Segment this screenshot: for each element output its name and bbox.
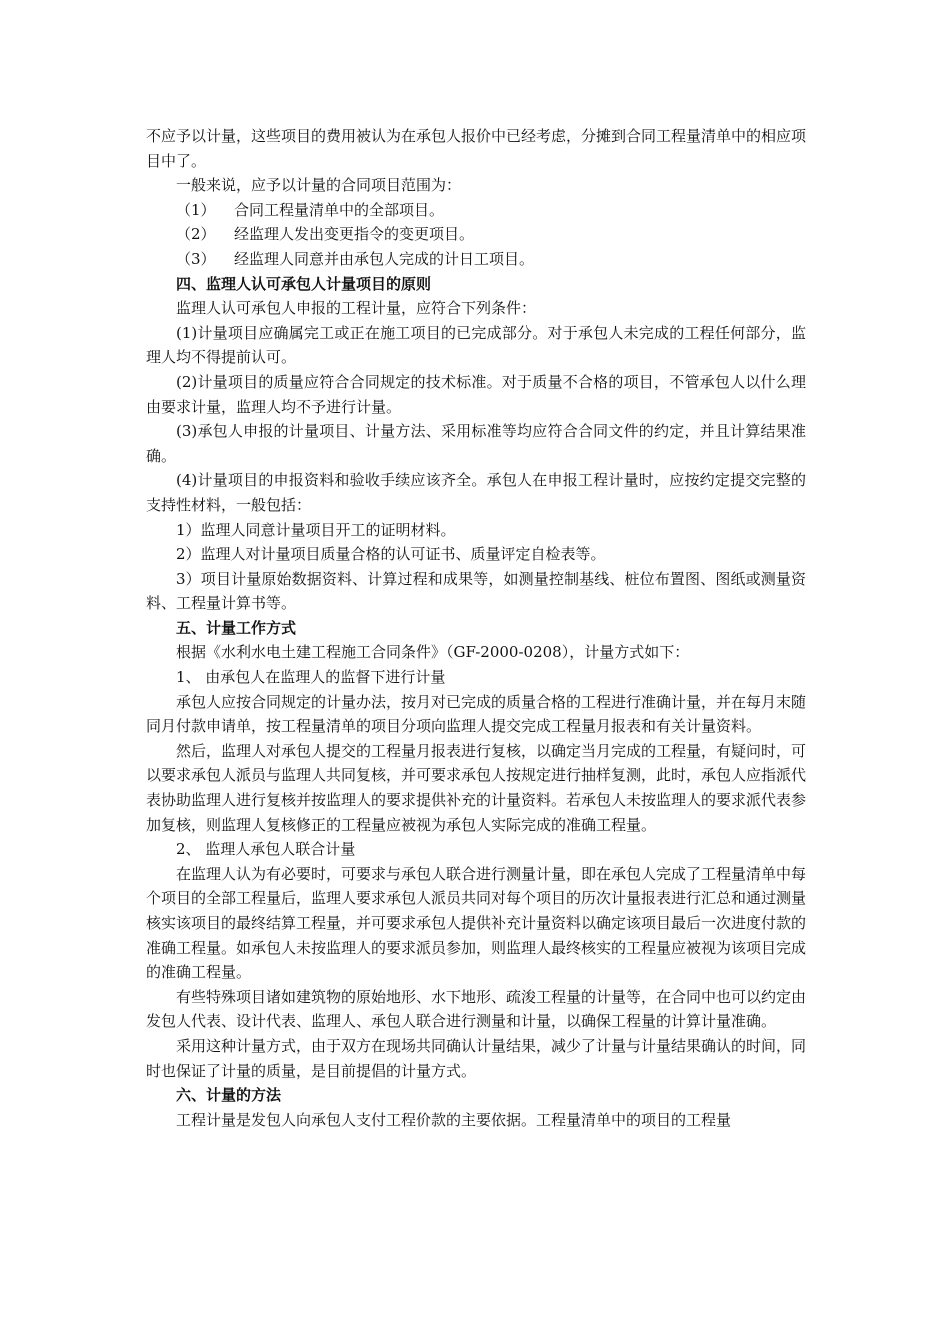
paragraph: 1）监理人同意计量项目开工的证明材料。 — [176, 520, 456, 539]
paragraph: 采用这种计量方式，由于双方在现场共同确认计量结果，减少了计量与计量结果确认的时间，同时也保证了计量的质量，是目前提倡的计量方式。 — [146, 1036, 807, 1080]
list-item-number: （1） — [176, 200, 216, 219]
paragraph: 工程计量是发包人向承包人支付工程价款的主要依据。工程量清单中的项目的工程量 — [176, 1110, 732, 1129]
paragraph: 然后，监理人对承包人提交的工程量月报表进行复核，以确定当月完成的工程量，有疑问时，可以要求承包人派员与监理人共同复核，并可要求承包人按规定进行抽样复测，此时，承包人应指派代表协助监理人进行复核并按监理人的要求提供补充的计量资料。若承包人未按监理人的要求派代表参加复核，则监理人复核修正的工程量应被视为承包人实际完成的准确工程量。 — [146, 741, 807, 834]
list-item — [146, 222, 806, 247]
list-item — [146, 198, 806, 223]
paragraph: 2）监理人对计量项目质量合格的认可证书、质量评定自检表等。 — [176, 545, 606, 564]
paragraph: 不应予以计量，这些项目的费用被认为在承包人报价中已经考虑，分摊到合同工程量清单中的相应项目中了。 — [146, 127, 807, 170]
section-heading: 六、计量的方法 — [176, 1086, 282, 1105]
list-item-number: （2） — [176, 225, 216, 244]
paragraph: 承包人应按合同规定的计量办法，按月对已完成的质量合格的工程进行准确计量，并在每月末随同月付款申请单，按工程量清单的项目分项向监理人提交完成工程量月报表和有关计量资料。 — [146, 692, 807, 736]
list-item-number: （3） — [176, 249, 216, 268]
paragraph: 3）项目计量原始数据资料、计算过程和成果等，如测量控制基线、桩位布置图、图纸或测量资料、工程量计算书等。 — [146, 569, 806, 613]
list-item-text: 合同工程量清单中的全部项目。 — [234, 200, 445, 219]
section-heading: 五、计量工作方式 — [176, 618, 297, 637]
section-heading: 四、监理人认可承包人计量项目的原则 — [176, 274, 432, 293]
paragraph: 监理人认可承包人申报的工程计量，应符合下列条件： — [176, 299, 537, 318]
paragraph: 在监理人认为有必要时，可要求与承包人联合进行测量计量，即在承包人完成了工程量清单中每个项目的全部工程量后，监理人要求承包人派员共同对每个项目的历次计量报表进行汇总和通过测量核实该项目的最终结算工程量，并可要求承包人提供补充计量资料以确定该项目最后一次进度付款的准确工程量。如承包人未按监理人的要求派员参加，则监理人最终核实的工程量应被视为该项目完成的准确工程量。 — [146, 864, 807, 982]
paragraph: 根据《水利水电土建工程施工合同条件》（GF-2000-0208），计量方式如下： — [176, 643, 690, 662]
paragraph: 一般来说，应予以计量的合同项目范围为： — [176, 176, 462, 195]
paragraph: (1)计量项目应确属完工或正在施工项目的已完成部分。对于承包人未完成的工程任何部分，监理人均不得提前认可。 — [146, 323, 806, 367]
subsection-title: 2、 监理人承包人联合计量 — [176, 840, 356, 859]
paragraph: 有些特殊项目诸如建筑物的原始地形、水下地形、疏浚工程量的计量等，在合同中也可以约定由发包人代表、设计代表、监理人、承包人联合进行测量和计量，以确保工程量的计算计量准确。 — [146, 987, 807, 1031]
paragraph: (2)计量项目的质量应符合合同规定的技术标准。对于质量不合格的项目，不管承包人以什么理由要求计量，监理人均不予进行计量。 — [146, 372, 806, 416]
list-item-text: 经监理人发出变更指令的变更项目。 — [234, 225, 475, 244]
list-item-text: 经监理人同意并由承包人完成的计日工项目。 — [234, 249, 535, 268]
paragraph: (4)计量项目的申报资料和验收手续应该齐全。承包人在申报工程计量时，应按约定提交完整的支持性材料，一般包括： — [146, 471, 806, 514]
document-page — [146, 124, 806, 1132]
list-item — [146, 247, 806, 272]
paragraph: (3)承包人申报的计量项目、计量方法、采用标准等均应符合合同文件的约定，并且计算结果准确。 — [146, 422, 806, 465]
subsection-title: 1、 由承包人在监理人的监督下进行计量 — [176, 668, 446, 687]
